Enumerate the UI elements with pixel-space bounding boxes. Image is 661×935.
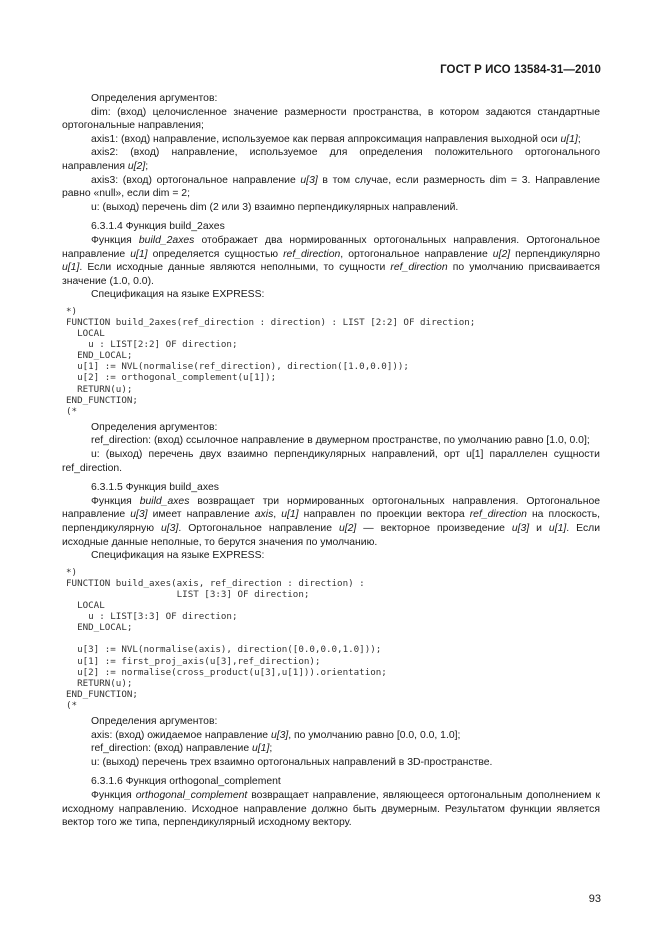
section-6314-description: Функция build_2axes отображает два нормированных ортогональных направления. Ортогональное направление u[1] определяется сущностью ref_direction, ортогональное направление u[2] перпендикулярно u[1]. Если исходные данные являются неполными, то сущности ref_direction по умолчанию присваивается значение (1.0, 0.0).	[62, 234, 601, 287]
section-6314-args-title: Определения аргументов:	[91, 421, 218, 433]
standard-header: ГОСТ Р ИСО 13584-31—2010	[440, 64, 601, 76]
section-heading-6315: 6.3.1.5 Функция build_axes	[91, 482, 219, 494]
section-6314-arg-u: u: (выход) перечень двух взаимно перпендикулярных направлений, орт u[1] параллелен сущности ref_direction.	[62, 449, 600, 474]
section-6314-spec-label: Спецификация на языке EXPRESS:	[91, 289, 265, 301]
section-6315-arg-axis: axis: (вход) ожидаемое направление u[3], по умолчанию равно [0.0, 0.0, 1.0];	[91, 729, 461, 741]
section-6315-description: Функция build_axes возвращает три нормированных ортогональных направления. Ортогональное направление u[3] имеет направление axis, u[1] направлен по проекции вектора ref_direction на плоскость, перпендикулярную u[3]. Ортогональное направление u[2] — векторное произведение u[3] и u[1]. Если исходные данные неполные, то берутся значения по умолчанию.	[62, 495, 601, 548]
code-build-2axes: *) FUNCTION build_2axes(ref_direction : direction) : LIST [2:2] OF direction; LOCAL u : LIST[2:2] OF direction; END_LOCAL; u[1] := NVL(normalise(ref_direction), direction([1.0,0.0])); u[2] := orthogonal_complement(u[1]); RETURN(u); END_FUNCTION; (*	[66, 305, 476, 417]
section-6315-arg-u: u: (выход) перечень трех взаимно ортогональных направлений в 3D-пространстве.	[91, 756, 493, 768]
arg-axis3: axis3: (вход) ортогональное направление u[3] в том случае, если размерность dim = 3. Направление равно «null», если dim = 2;	[62, 174, 600, 200]
args-title: Определения аргументов:	[91, 93, 218, 104]
section-heading-6314: 6.3.1.4 Функция build_2axes	[91, 221, 225, 233]
page-body	[62, 92, 600, 830]
section-6314-arg-ref: ref_direction: (вход) ссылочное направление в двумерном пространстве, по умолчанию равно [1.0, 0.0];	[91, 435, 590, 447]
section-6315-spec-label: Спецификация на языке EXPRESS:	[91, 550, 265, 562]
arg-axis1: axis1: (вход) направление, используемое как первая аппроксимация направления выходной оси u[1];	[91, 133, 581, 145]
section-6315-arg-ref: ref_direction: (вход) направление u[1];	[91, 743, 273, 755]
code-build-axes: *) FUNCTION build_axes(axis, ref_direction : direction) : LIST [3:3] OF direction; LOCAL u : LIST[3:3] OF direction; END_LOCAL; u[3] := NVL(normalise(axis), direction([0.0,0.0,1.0])); u[1] := first_proj_axis(u[3],ref_direction); u[2] := normalise(cross_product(u[3],u[1])).orientation; RETURN(u); END_FUNCTION; (*	[66, 566, 387, 711]
section-heading-6316: 6.3.1.6 Функция orthogonal_complement	[91, 776, 281, 788]
section-6315-args-title: Определения аргументов:	[91, 716, 218, 727]
section-6316-description: Функция orthogonal_complement возвращает направление, являющееся ортогональным дополнением к исходному направлению. Исходное направление должно быть двумерным. Результатом функции является вектор того же типа, перпендикулярный исходному вектору.	[62, 789, 601, 829]
arg-dim: dim: (вход) целочисленное значение размерности пространства, в котором задаются стандартные ортогональные направления;	[62, 106, 600, 132]
arg-u: u: (выход) перечень dim (2 или 3) взаимно перпендикулярных направлений.	[91, 201, 459, 213]
page-number: 93	[588, 893, 601, 905]
arg-axis2: axis2: (вход) направление, используемое для определения положительного ортогонального направления u[2];	[62, 147, 600, 172]
